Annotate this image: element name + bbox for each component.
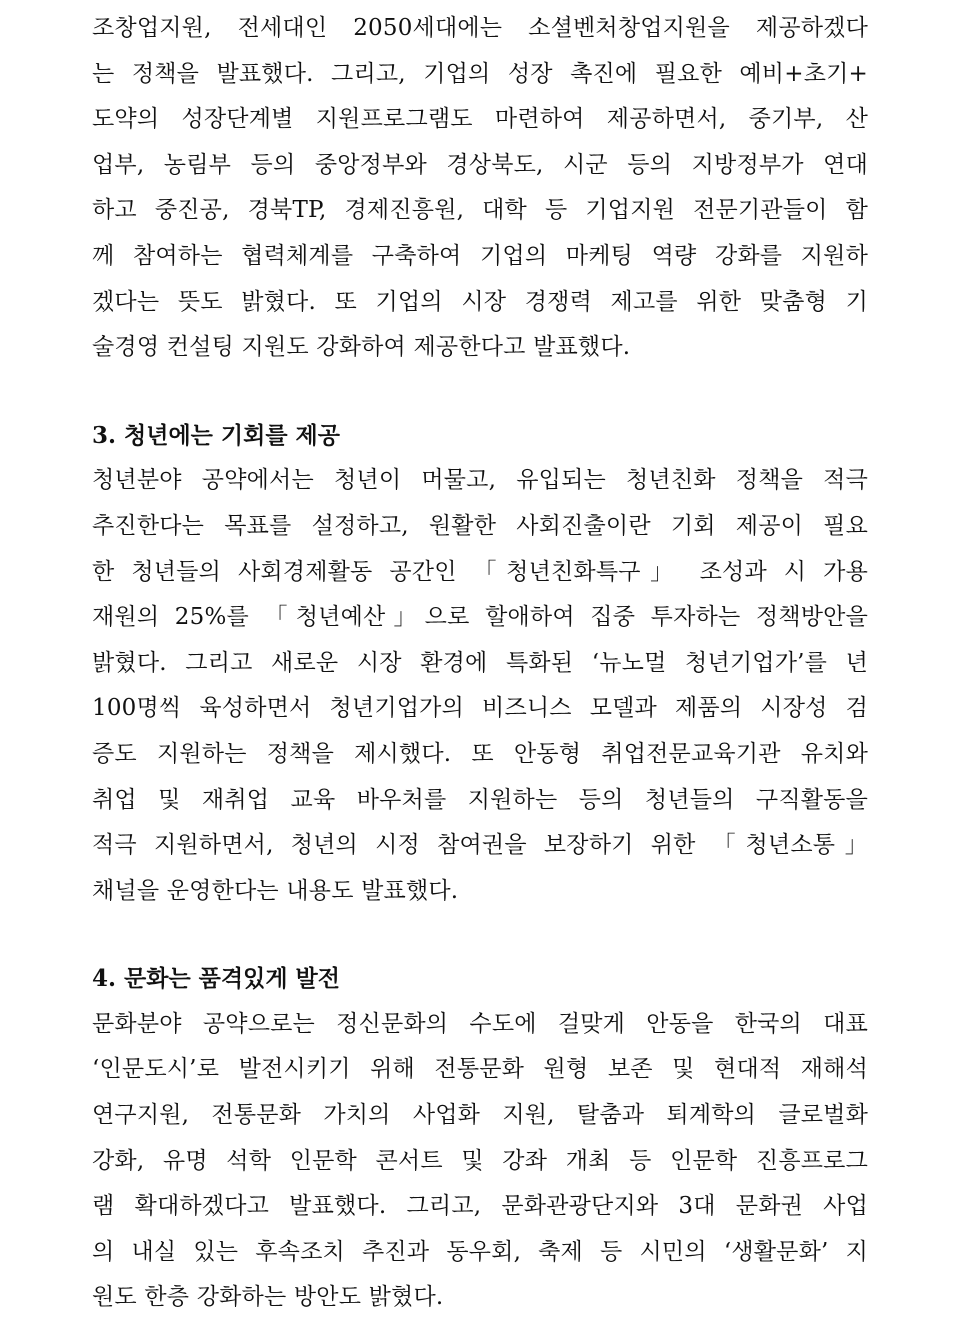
text-line: 한 청년들의 사회경제활동 공간인 「청년친화특구」 조성과 시 가용 bbox=[92, 558, 868, 585]
text-line: 100명씩 육성하면서 청년기업가의 비즈니스 모델과 제품의 시장성 검 bbox=[92, 695, 868, 722]
text-line: 도약의 성장단계별 지원프로그램도 마련하여 제공하면서, 중기부, 산 bbox=[92, 106, 868, 133]
text-line: 추진한다는 목표를 설정하고, 원활한 사회진출이란 기회 제공이 필요 bbox=[92, 512, 868, 539]
text-line: ‘인문도시’로 발전시키기 위해 전통문화 원형 보존 및 현대적 재해석 bbox=[92, 1056, 868, 1083]
section-youth bbox=[92, 413, 868, 915]
text-line: 적극 지원하면서, 청년의 시정 참여권을 보장하기 위한 「청년소통」 bbox=[92, 832, 868, 859]
section-culture bbox=[92, 956, 868, 1321]
paragraph-gap bbox=[92, 371, 868, 413]
text-line: 문화분야 공약으로는 정신문화의 수도에 걸맞게 안동을 한국의 대표 bbox=[92, 1010, 868, 1037]
document-page bbox=[92, 6, 868, 1321]
paragraph-gap bbox=[92, 914, 868, 956]
text-line: 취업 및 재취업 교육 바우처를 지원하는 등의 청년들의 구직활동을 bbox=[92, 786, 868, 813]
section-heading: 3. 청년에는 기회를 제공 bbox=[92, 421, 340, 449]
text-line: 청년분야 공약에서는 청년이 머물고, 유입되는 청년친화 정책을 적극 bbox=[92, 467, 868, 494]
text-line: 겠다는 뜻도 밝혔다. 또 기업의 시장 경쟁력 제고를 위한 맞춤형 기 bbox=[92, 288, 868, 315]
section-heading: 4. 문화는 품격있게 발전 bbox=[92, 965, 340, 993]
text-line: 램 확대하겠다고 발표했다. 그리고, 문화관광단지와 3대 문화권 사업 bbox=[92, 1193, 868, 1220]
text-line: 채널을 운영한다는 내용도 발표했다. bbox=[92, 877, 459, 904]
text-line: 증도 지원하는 정책을 제시했다. 또 안동형 취업전문교육기관 유치와 bbox=[92, 740, 868, 767]
paragraph-business-support bbox=[92, 6, 868, 371]
text-line: 는 정책을 발표했다. 그리고, 기업의 성장 촉진에 필요한 예비+초기+ bbox=[92, 60, 868, 87]
text-line: 재원의 25%를 「청년예산」으로 할애하여 집중 투자하는 정책방안을 bbox=[92, 604, 868, 631]
text-line: 강화, 유명 석학 인문학 콘서트 및 강좌 개최 등 인문학 진흥프로그 bbox=[92, 1147, 868, 1174]
text-line: 술경영 컨설팅 지원도 강화하여 제공한다고 발표했다. bbox=[92, 334, 631, 361]
text-line: 께 참여하는 협력체계를 구축하여 기업의 마케팅 역량 강화를 지원하 bbox=[92, 242, 868, 269]
text-line: 밝혔다. 그리고 새로운 시장 환경에 특화된 ‘뉴노멀 청년기업가’를 년 bbox=[92, 649, 868, 676]
text-line: 원도 한층 강화하는 방안도 밝혔다. bbox=[92, 1284, 444, 1311]
text-line: 하고 중진공, 경북TP, 경제진흥원, 대학 등 기업지원 전문기관들이 함 bbox=[92, 197, 868, 224]
text-line: 조창업지원, 전세대인 2050세대에는 소셜벤처창업지원을 제공하겠다 bbox=[92, 15, 868, 41]
text-line: 업부, 농림부 등의 중앙정부와 경상북도, 시군 등의 지방정부가 연대 bbox=[92, 151, 868, 178]
text-line: 연구지원, 전통문화 가치의 사업화 지원, 탈춤과 퇴계학의 글로벌화 bbox=[92, 1102, 868, 1129]
text-line: 의 내실 있는 후속조치 추진과 동우회, 축제 등 시민의 ‘생활문화’ 지 bbox=[92, 1238, 868, 1265]
